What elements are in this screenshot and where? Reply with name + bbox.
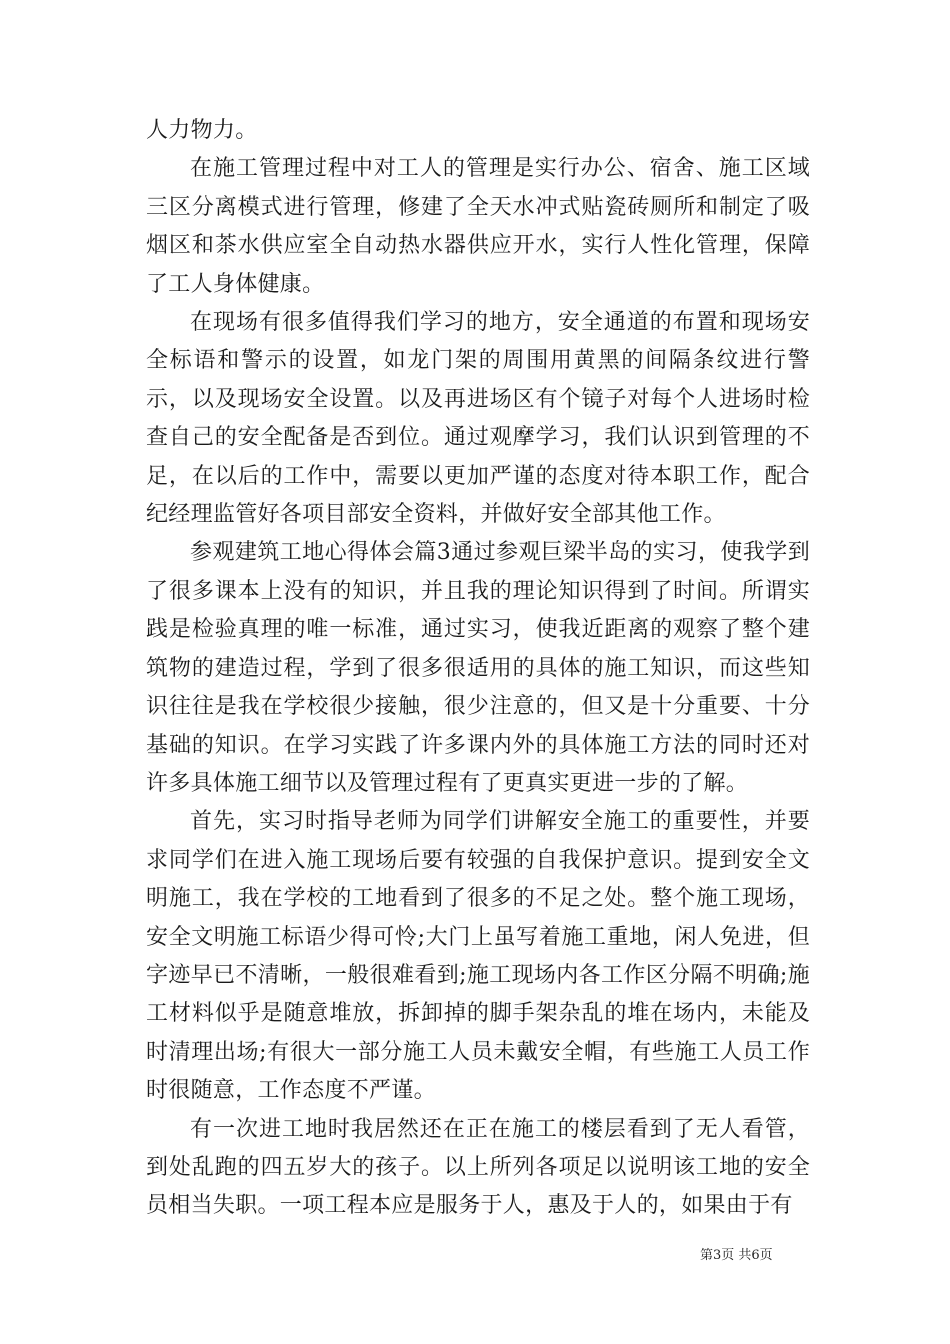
paragraph-safety-observations: 首先，实习时指导老师为同学们讲解安全施工的重要性，并要求同学们在进入施工现场后要有较强的自我保护意识。提到安全文明施工，我在学校的工地看到了很多的不足之处。整个施工现场，安全文明施工标语少得可怜;大门上虽写着施工重地，闲人免进，但字迹早已不清晰，一般很难看到;施工现场内各工作区分隔不明确;施工材料似乎是随意堆放，拆卸掉的脚手架杂乱的堆在场内，未能及时清理出场;有很大一部分施工人员未戴安全帽，有些施工人员工作时很随意，工作态度不严谨。 <box>146 809 810 1104</box>
paragraph-continuation: 人力物力。 <box>146 118 258 143</box>
paragraph-unattended-child: 有一次进工地时我居然还在正在施工的楼层看到了无人看管，到处乱跑的四五岁大的孩子。以上所列各项足以说明该工地的安全员相当失职。一项工程本应是服务于人，惠及于人的，如果由于有 <box>146 1116 810 1219</box>
paragraph-site-safety: 在现场有很多值得我们学习的地方，安全通道的布置和现场安全标语和警示的设置，如龙门架的周围用黄黑的间隔条纹进行警示，以及现场安全设置。以及再进场区有个镜子对每个人进场时检查自己的安全配备是否到位。通过观摩学习，我们认识到管理的不足，在以后的工作中，需要以更加严谨的态度对待本职工作，配合纪经理监管好各项目部安全资料，并做好安全部其他工作。 <box>146 310 810 528</box>
document-body <box>146 112 810 1226</box>
page-number-footer: 第3页 共6页 <box>700 1248 773 1263</box>
paragraph-internship-reflection: 参观建筑工地心得体会篇3通过参观巨梁半岛的实习，使我学到了很多课本上没有的知识，并且我的理论知识得到了时间。所谓实践是检验真理的唯一标准，通过实习，使我近距离的观察了整个建筑物的建造过程，学到了很多很适用的具体的施工知识，而这些知识往往是我在学校很少接触，很少注意的，但又是十分重要、十分基础的知识。在学习实践了许多课内外的具体施工方法的同时还对许多具体施工细节以及管理过程有了更真实更进一步的了解。 <box>146 540 810 796</box>
paragraph-worker-management: 在施工管理过程中对工人的管理是实行办公、宿舍、施工区域三区分离模式进行管理，修建了全天水冲式贴瓷砖厕所和制定了吸烟区和茶水供应室全自动热水器供应开水，实行人性化管理，保障了工人身体健康。 <box>146 156 810 297</box>
